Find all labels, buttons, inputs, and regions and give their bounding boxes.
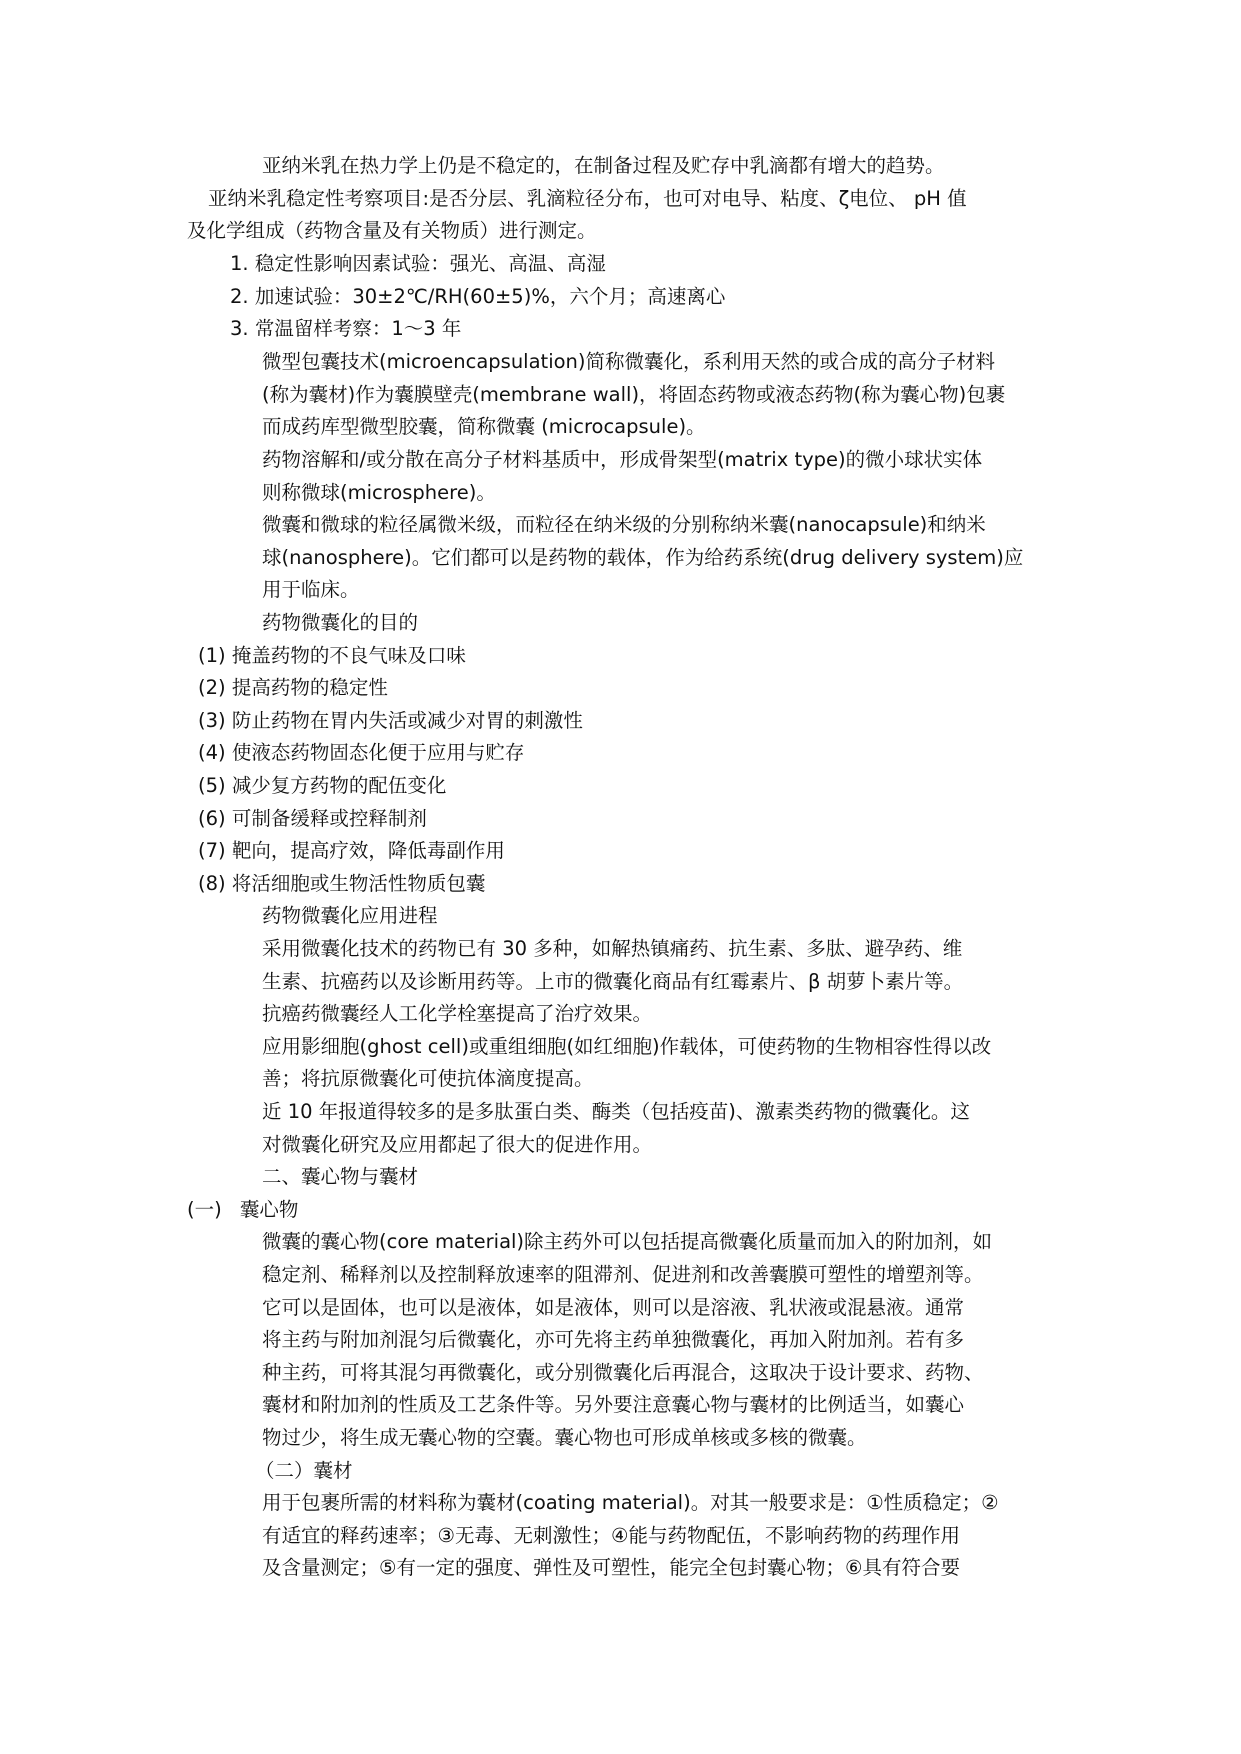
list-number: 3.: [230, 317, 249, 340]
list-item-text: 靶向，提高疗效，降低毒副作用: [231, 839, 505, 862]
progress-line-4: 抗癌药微囊经人工化学栓塞提高了治疗效果。: [262, 1002, 653, 1025]
purpose-item-7: [198, 835, 505, 867]
list-number: 1.: [230, 252, 249, 275]
micro-def-line-7: 球(nanosphere)。它们都可以是药物的载体，作为给药系统(drug delivery system)应: [262, 546, 1024, 569]
stability-test-item-1: [230, 248, 606, 280]
progress-line-2: 采用微囊化技术的药物已有 30 多种，如解热镇痛药、抗生素、多肽、避孕药、维: [262, 937, 963, 960]
list-number: (3): [198, 709, 226, 732]
section-heading-core-and-coating: 二、囊心物与囊材: [262, 1165, 419, 1188]
list-number: (1): [198, 644, 226, 667]
list-number: (5): [198, 774, 226, 797]
coating-line-2: 有适宜的释药速率；③无毒、无刺激性；④能与药物配伍，不影响药物的药理作用: [262, 1524, 960, 1547]
coating-heading: （二）囊材: [255, 1459, 353, 1482]
purpose-item-5: [198, 770, 446, 802]
core-line-4: 将主药与附加剂混匀后微囊化，亦可先将主药单独微囊化，再加入附加剂。若有多: [262, 1328, 965, 1351]
core-heading-text: 囊心物: [239, 1198, 299, 1221]
core-line-3: 它可以是固体，也可以是液体，如是液体，则可以是溶液、乳状液或混悬液。通常: [262, 1296, 965, 1319]
purpose-item-8: [198, 868, 485, 900]
list-item-text: 稳定性影响因素试验：强光、高温、高湿: [254, 252, 606, 275]
micro-def-line-2: (称为囊材)作为囊膜壁壳(membrane wall)，将固态药物或液态药物(称为囊心物)包裹: [262, 383, 1006, 406]
stability-test-item-3: [230, 313, 461, 345]
progress-line-6: 善；将抗原微囊化可使抗体滴度提高。: [262, 1067, 594, 1090]
list-item-text: 常温留样考察：1～3 年: [254, 317, 462, 340]
purpose-item-4: [198, 737, 524, 769]
purpose-item-3: [198, 705, 583, 737]
progress-line-3: 生素、抗癌药以及诊断用药等。上市的微囊化商品有红霉素片、β 胡萝卜素片等。: [262, 970, 964, 993]
core-heading: [187, 1194, 298, 1226]
micro-def-line-8: 用于临床。: [262, 578, 360, 601]
list-item-text: 使液态药物固态化便于应用与贮存: [231, 741, 525, 764]
list-item-text: 可制备缓释或控释制剂: [231, 807, 427, 830]
list-item-text: 将活细胞或生物活性物质包囊: [231, 872, 486, 895]
core-line-1: 微囊的囊心物(core material)除主药外可以包括提高微囊化质量而加入的附加剂，如: [262, 1230, 993, 1253]
list-number: 2.: [230, 285, 249, 308]
list-item-text: 掩盖药物的不良气味及口味: [231, 644, 466, 667]
list-item-text: 防止药物在胃内失活或减少对胃的刺激性: [231, 709, 583, 732]
micro-def-line-5: 则称微球(microsphere)。: [262, 481, 496, 504]
list-number: (一): [187, 1198, 222, 1221]
intro-paragraph-2-line-1: 亚纳米乳稳定性考察项目:是否分层、乳滴粒径分布，也可对电导、粘度、ζ电位、 pH 值: [208, 187, 967, 210]
micro-def-line-1: 微型包囊技术(microencapsulation)简称微囊化，系利用天然的或合成的高分子材料: [262, 350, 996, 373]
core-line-5: 种主药，可将其混匀再微囊化，或分别微囊化后再混合，这取决于设计要求、药物、: [262, 1361, 984, 1384]
list-number: (2): [198, 676, 226, 699]
purpose-item-2: [198, 672, 388, 704]
coating-line-3: 及含量测定；⑤有一定的强度、弹性及可塑性，能完全包封囊心物；⑥具有符合要: [262, 1556, 960, 1579]
micro-def-line-6: 微囊和微球的粒径属微米级，而粒径在纳米级的分别称纳米囊(nanocapsule)和纳米: [262, 513, 986, 536]
progress-line-5: 应用影细胞(ghost cell)或重组细胞(如红细胞)作载体，可使药物的生物相容性得以改: [262, 1035, 992, 1058]
list-number: (8): [198, 872, 226, 895]
list-item-text: 减少复方药物的配伍变化: [231, 774, 447, 797]
purpose-item-1: [198, 640, 466, 672]
list-item-text: 提高药物的稳定性: [231, 676, 388, 699]
core-line-2: 稳定剂、稀释剂以及控制释放速率的阻滞剂、促进剂和改善囊膜可塑性的增塑剂等。: [262, 1263, 984, 1286]
core-line-6: 囊材和附加剂的性质及工艺条件等。另外要注意囊心物与囊材的比例适当，如囊心: [262, 1393, 965, 1416]
purpose-item-6: [198, 803, 427, 835]
micro-def-line-4: 药物溶解和/或分散在高分子材料基质中，形成骨架型(matrix type)的微小球状实体: [262, 448, 983, 471]
list-number: (7): [198, 839, 226, 862]
list-number: (6): [198, 807, 226, 830]
intro-paragraph-1: 亚纳米乳在热力学上仍是不稳定的，在制备过程及贮存中乳滴都有增大的趋势。: [262, 154, 945, 177]
core-line-7: 物过少，将生成无囊心物的空囊。囊心物也可形成单核或多核的微囊。: [262, 1426, 867, 1449]
list-number: (4): [198, 741, 226, 764]
progress-line-7: 近 10 年报道得较多的是多肽蛋白类、酶类（包括疫苗)、激素类药物的微囊化。这: [262, 1100, 970, 1123]
stability-test-item-2: [230, 281, 725, 313]
progress-line-8: 对微囊化研究及应用都起了很大的促进作用。: [262, 1133, 653, 1156]
coating-line-1: 用于包裹所需的材料称为囊材(coating material)。对其一般要求是：①性质稳定；②: [262, 1491, 999, 1514]
list-item-text: 加速试验：30±2℃/RH(60±5)%，六个月；高速离心: [254, 285, 726, 308]
micro-def-line-3: 而成药库型微型胶囊，简称微囊 (microcapsule)。: [262, 415, 706, 438]
purposes-heading: 药物微囊化的目的: [262, 611, 419, 634]
progress-heading: 药物微囊化应用进程: [262, 904, 438, 927]
intro-paragraph-2-line-2: 及化学组成（药物含量及有关物质）进行测定。: [187, 219, 597, 242]
